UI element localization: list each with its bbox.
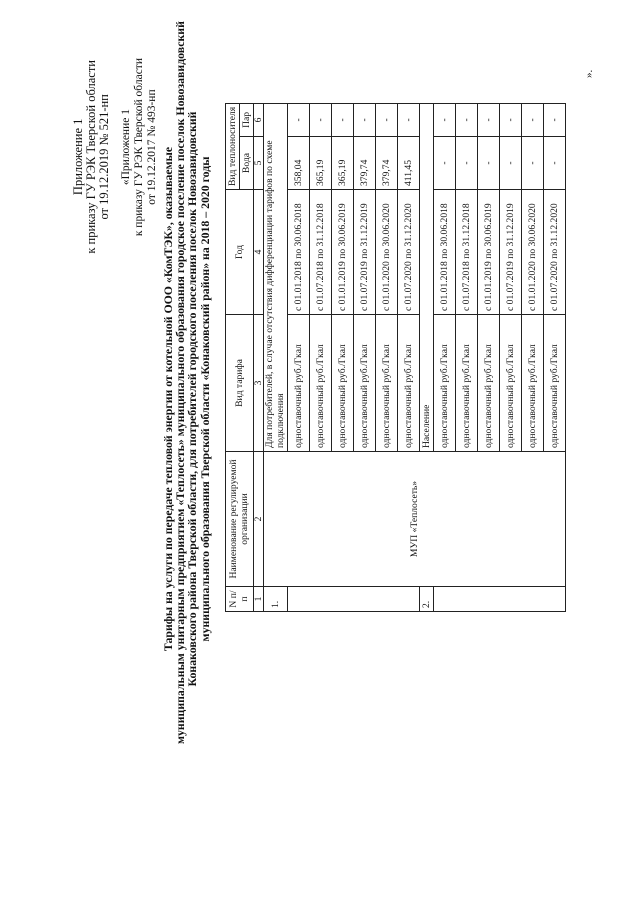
title-line: муниципального образования Тверской области «Конаковский район» на 2018 – 2020 годы <box>197 156 212 642</box>
tariff-type-cell: одноставочный руб./Гкал <box>354 315 376 452</box>
water-cell: - <box>456 137 478 190</box>
period-cell: с 01.07.2020 по 31.12.2020 <box>544 190 566 315</box>
steam-cell: - <box>456 103 478 136</box>
period-cell: с 01.07.2019 по 31.12.2019 <box>354 190 376 315</box>
column-number: 4 <box>254 190 264 315</box>
tariff-table <box>225 103 566 612</box>
title-line: Тарифы на услуги по передаче тепловой энергии от котельной ООО «КомТЭК», оказываемые <box>161 146 175 652</box>
header-org: Наименование регулируемой организации <box>226 452 254 587</box>
period-cell: с 01.01.2018 по 30.06.2018 <box>434 190 456 315</box>
appendix-header-line: к приказу ГУ РЭК Тверской области <box>133 58 145 237</box>
column-number-row <box>254 103 264 611</box>
steam-cell: - <box>478 103 500 136</box>
header-water: Вода <box>240 137 254 190</box>
group-label: Для потребителей, в случае отсутствия дифференциации тарифов по схеме подключения <box>264 103 288 451</box>
title-line: Конаковского района Тверской области, для потребителей городского поселения поселок Новозавидовский <box>185 111 200 687</box>
period-cell: с 01.07.2019 по 31.12.2019 <box>500 190 522 315</box>
steam-cell: - <box>398 103 420 136</box>
water-cell: 379,74 <box>354 137 376 190</box>
steam-cell: - <box>544 103 566 136</box>
water-cell: 365,19 <box>310 137 332 190</box>
period-cell: с 01.01.2020 по 30.06.2020 <box>376 190 398 315</box>
water-cell: - <box>544 137 566 190</box>
steam-cell: - <box>332 103 354 136</box>
group-label-row <box>264 103 288 611</box>
group-number: 1. <box>264 587 288 612</box>
steam-cell: - <box>310 103 332 136</box>
steam-cell: - <box>522 103 544 136</box>
steam-cell: - <box>434 103 456 136</box>
steam-cell: - <box>376 103 398 136</box>
tariff-type-cell: одноставочный руб./Гкал <box>288 315 310 452</box>
period-cell: с 01.01.2020 по 30.06.2020 <box>522 190 544 315</box>
period-cell: с 01.01.2019 по 30.06.2019 <box>332 190 354 315</box>
document-title <box>161 21 212 744</box>
period-cell: с 01.07.2018 по 31.12.2018 <box>310 190 332 315</box>
water-cell: - <box>522 137 544 190</box>
table-header-row <box>226 103 240 611</box>
tariff-type-cell: одноставочный руб./Гкал <box>310 315 332 452</box>
steam-cell: - <box>288 103 310 136</box>
appendix-header-line: от 19.12.2019 № 521-нп <box>97 94 111 220</box>
tariff-type-cell: одноставочный руб./Гкал <box>500 315 522 452</box>
tariff-type-cell: одноставочный руб./Гкал <box>522 315 544 452</box>
tariff-type-cell: одноставочный руб./Гкал <box>478 315 500 452</box>
header-year: Год <box>226 190 254 315</box>
water-cell: 379,74 <box>376 137 398 190</box>
header-carrier: Вид теплоносителя <box>226 103 240 189</box>
tariff-type-cell: одноставочный руб./Гкал <box>398 315 420 452</box>
water-cell: - <box>500 137 522 190</box>
water-cell: - <box>478 137 500 190</box>
appendix-header-line: к приказу ГУ РЭК Тверской области <box>84 60 98 254</box>
header-num: N п/п <box>226 587 254 612</box>
steam-cell: - <box>354 103 376 136</box>
steam-cell: - <box>500 103 522 136</box>
title-line: муниципальным унитарным предприятием «Теплосеть» муниципального образования городское поселение поселок Новозавидовский <box>173 21 188 744</box>
water-cell: 365,19 <box>332 137 354 190</box>
water-cell: 358,04 <box>288 137 310 190</box>
organization-name: МУП «Теплосеть» <box>264 452 566 587</box>
column-number: 1 <box>254 587 264 612</box>
column-number: 5 <box>254 137 264 190</box>
tariff-type-cell: одноставочный руб./Гкал <box>376 315 398 452</box>
tariff-type-cell: одноставочный руб./Гкал <box>434 315 456 452</box>
column-number: 3 <box>254 315 264 452</box>
closing-quote-mark: ». <box>583 69 595 78</box>
group-number: 2. <box>420 587 434 612</box>
column-number: 6 <box>254 103 264 136</box>
tariff-type-cell: одноставочный руб./Гкал <box>456 315 478 452</box>
column-number: 2 <box>254 452 264 587</box>
header-tariff-type: Вид тарифа <box>226 315 254 452</box>
period-cell: с 01.01.2018 по 30.06.2018 <box>288 190 310 315</box>
header-steam: Пар <box>240 103 254 136</box>
water-cell: 411,45 <box>398 137 420 190</box>
appendix-header <box>72 60 111 254</box>
water-cell: - <box>434 137 456 190</box>
appendix-header-line: от 19.12.2017 № 493-нп <box>146 89 158 205</box>
previous-appendix-header <box>120 58 159 236</box>
appendix-header-line: «Приложение 1 <box>120 109 132 186</box>
group-label: Население <box>420 103 434 451</box>
tariff-type-cell: одноставочный руб./Гкал <box>332 315 354 452</box>
period-cell: с 01.01.2019 по 30.06.2019 <box>478 190 500 315</box>
tariff-type-cell: одноставочный руб./Гкал <box>544 315 566 452</box>
period-cell: с 01.07.2018 по 31.12.2018 <box>456 190 478 315</box>
empty-cell <box>288 587 420 612</box>
period-cell: с 01.07.2020 по 31.12.2020 <box>398 190 420 315</box>
empty-cell <box>434 587 566 612</box>
appendix-header-line: Приложение 1 <box>71 118 85 196</box>
